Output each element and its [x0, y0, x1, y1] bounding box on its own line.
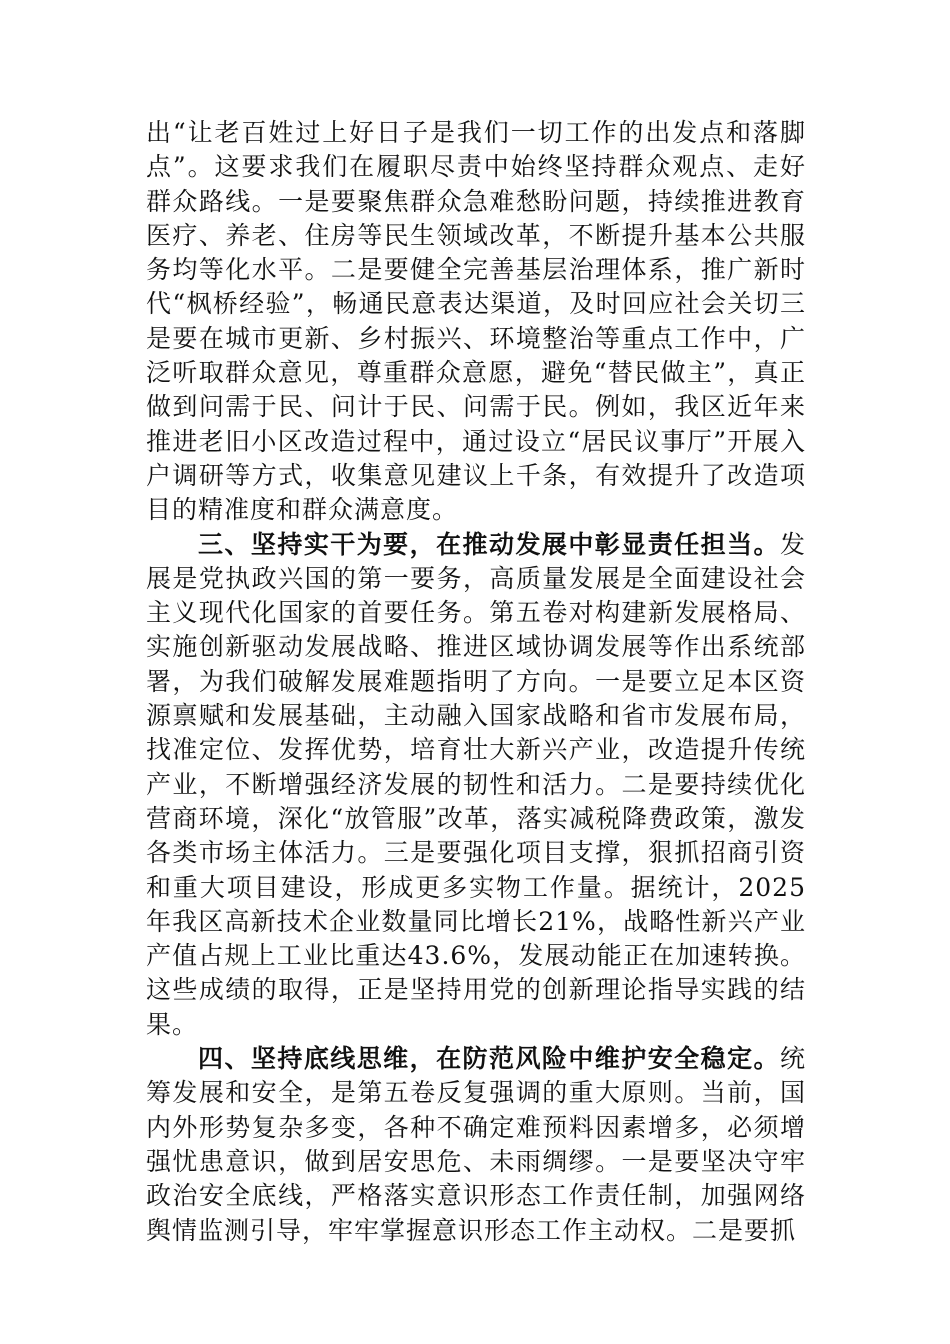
document-body: [146, 116, 806, 1248]
section-4-heading: 四、坚持底线思维，在防范风险中维护安全稳定。: [198, 1044, 780, 1074]
section-3-heading: 三、坚持实干为要，在推动发展中彰显责任担当。: [198, 529, 780, 559]
paragraph-2-body: 发展是党执政兴国的第一要务，高质量发展是全面建设社会主义现代化国家的首要任务。第五卷对构建新发展格局、实施创新驱动发展战略、推进区域协调发展等作出系统部署，为我们破解发展难题指明了方向。一是要立足本区资源禀赋和发展基础，主动融入国家战略和省市发展布局，找准定位、发挥优势，培育壮大新兴产业，改造提升传统产业，不断增强经济发展的韧性和活力。二是要持续优化营商环境，深化“放管服”改革，落实减税降费政策，激发各类市场主体活力。三是要强化项目支撑，狠抓招商引资和重大项目建设，形成更多实物工作量。据统计，2025年我区高新技术企业数量同比增长21%，战略性新兴产业产值占规上工业比重达43.6%，发展动能正在加速转换。这些成绩的取得，正是坚持用党的创新理论指导实践的结果。: [146, 529, 806, 1039]
paragraph-3-body: 统筹发展和安全，是第五卷反复强调的重大原则。当前，国内外形势复杂多变，各种不确定难预料因素增多，必须增强忧患意识，做到居安思危、未雨绸缪。一是要坚决守牢政治安全底线，严格落实意识形态工作责任制，加强网络舆情监测引导，牢牢掌握意识形态工作主动权。二是要抓: [146, 1044, 806, 1245]
paragraph-2: [146, 528, 806, 1042]
paragraph-1: [146, 116, 806, 528]
paragraph-3: [146, 1042, 806, 1248]
paragraph-1-body: 出“让老百姓过上好日子是我们一切工作的出发点和落脚点”。这要求我们在履职尽责中始终坚持群众观点、走好群众路线。一是要聚焦群众急难愁盼问题，持续推进教育医疗、养老、住房等民生领域改革，不断提升基本公共服务均等化水平。二是要健全完善基层治理体系，推广新时代“枫桥经验”，畅通民意表达渠道，及时回应社会关切三是要在城市更新、乡村振兴、环境整治等重点工作中，广泛听取群众意见，尊重群众意愿，避免“替民做主”，真正做到问需于民、问计于民、问需于民。例如，我区近年来推进老旧小区改造过程中，通过设立“居民议事厅”开展入户调研等方式，收集意见建议上千条，有效提升了改造项目的精准度和群众满意度。: [146, 118, 806, 525]
